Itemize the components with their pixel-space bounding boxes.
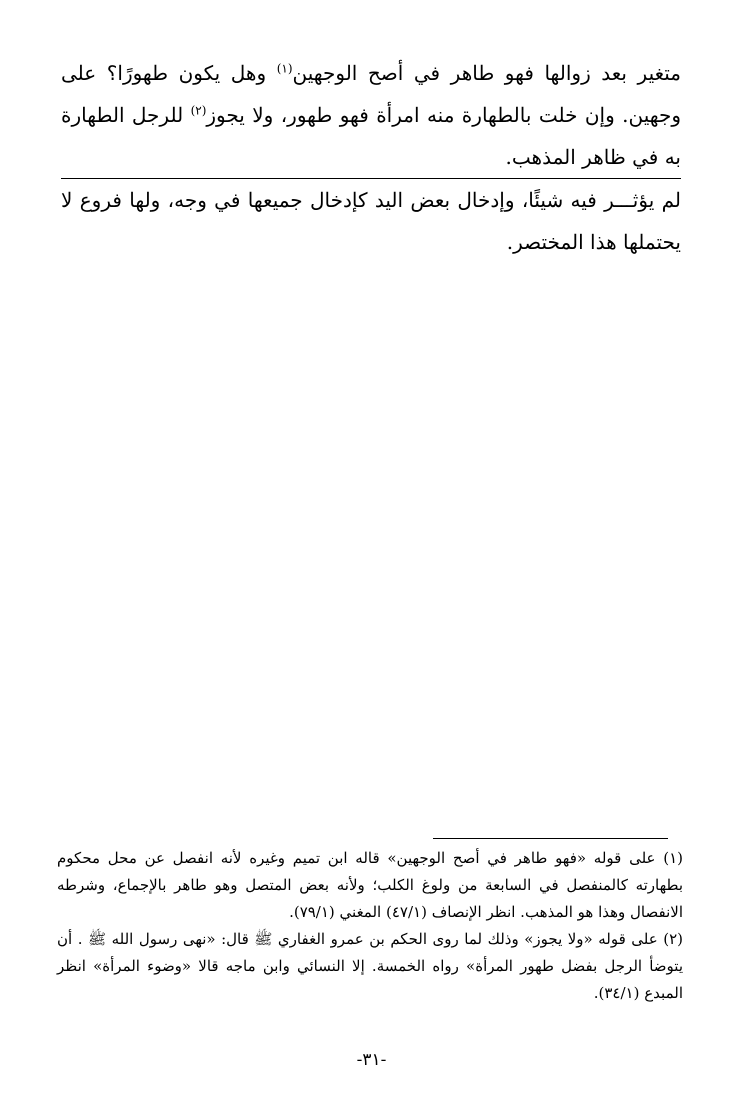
- main-paragraph-1-part-1: متغير بعد زوالها فهو طاهر في أصح الوجهين: [292, 61, 681, 85]
- main-paragraph-1-part-3: للرجل الطهارة به في ظاهر المذهب.: [61, 103, 681, 169]
- footnote-1: (١) على قوله «فهو طاهر في أصح الوجهين» قاله ابن تميم وغيره لأنه انفصل عن محل محكوم بطهارته كالمنفصل في السابعة من ولوغ الكلب؛ ولأنه بعض المتصل وهو طاهر بالإجماع، وشرطه الانفصال وهذا هو المذهب. انظر الإنصاف (٤٧/١) المغني (٧٩/١).: [57, 849, 683, 921]
- footnote-2: (٢) على قوله «ولا يجوز» وذلك لما روى الحكم بن عمرو الغفاري ﷺ قال: «نهى رسول الله ﷺ . أن يتوضأ الرجل بفضل طهور المرأة» رواه الخمسة. إلا النسائي وابن ماجه قالا «وضوء المرأة» انظر المبدع (٣٤/١).: [57, 930, 683, 1002]
- main-paragraph-1-part-2: وهل يكون طهورًا؟ على وجهين. وإن خلت بالطهارة منه امرأة فهو طهور، ولا يجوز: [61, 61, 681, 127]
- footnote-ref-1: (١): [276, 61, 293, 76]
- footnote-ref-2: (٢): [190, 103, 207, 118]
- page-number: -٣١-: [356, 1050, 387, 1070]
- footnote-separator: [433, 838, 668, 839]
- footnotes: [57, 845, 683, 1007]
- main-paragraph-2: لم يؤثـــر فيه شيئًا، وإدخال بعض اليد كإدخال جميعها في وجه، ولها فروع لا يحتملها هذا المختصر.: [61, 188, 681, 254]
- main-paragraph-1: [61, 52, 681, 178]
- main-text: [61, 52, 681, 263]
